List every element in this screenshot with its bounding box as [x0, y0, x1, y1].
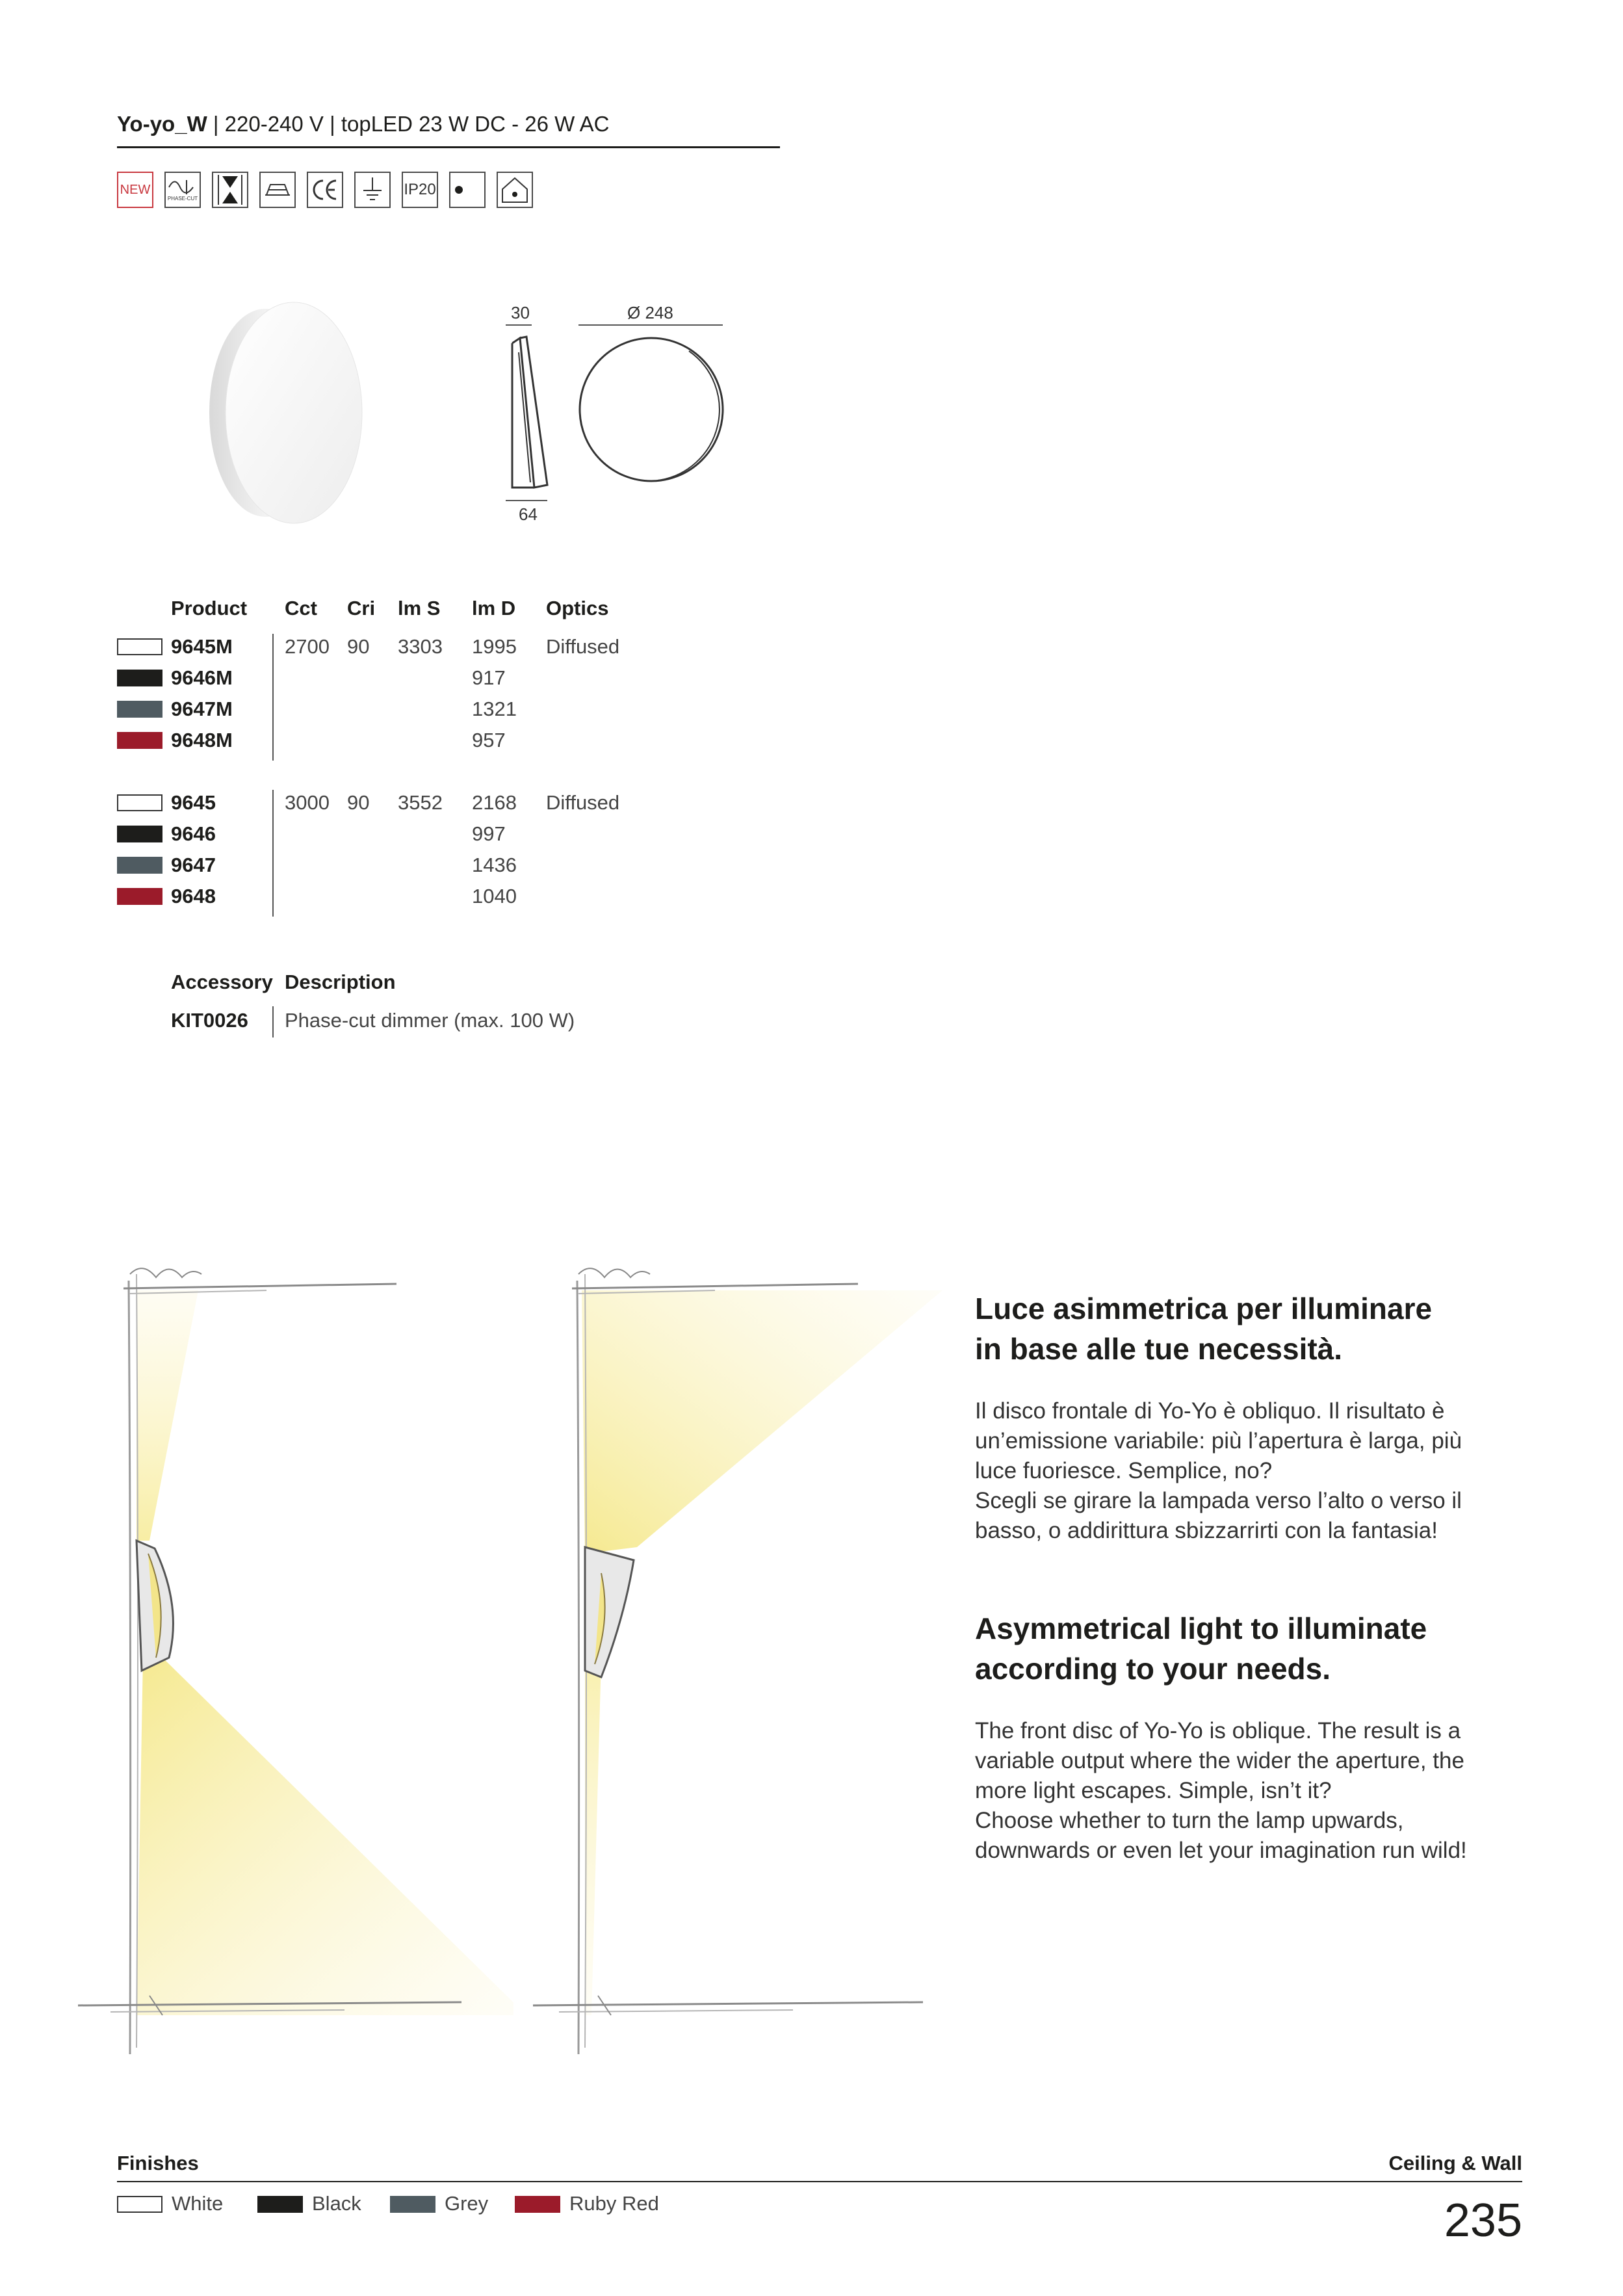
table-row-lm-d: 917: [472, 666, 506, 689]
english-paragraph-line: Choose whether to turn the lamp upwards,: [975, 1808, 1404, 1833]
english-paragraph-line: The front disc of Yo-Yo is oblique. The result is a: [975, 1718, 1461, 1743]
group1-cri: 90: [347, 635, 370, 658]
phase-cut-icon: [164, 172, 201, 208]
new-badge-icon: [117, 172, 153, 208]
italian-paragraph-line: basso, o addirittura sbizzarrirti con la fantasia!: [975, 1518, 1438, 1543]
table-row-code: 9646M: [171, 666, 233, 689]
table-row-lm-d: 997: [472, 822, 506, 845]
italian-paragraph-line: un’emissione variabile: più l’apertura è larga, più: [975, 1428, 1462, 1454]
english-headline-line: Asymmetrical light to illuminate: [975, 1611, 1427, 1645]
finishes-title: Finishes: [117, 2152, 199, 2174]
table-row-lm-d: 1040: [472, 885, 517, 907]
table-row-code: 9645: [171, 791, 216, 814]
italian-paragraph: [975, 1396, 1547, 1546]
dimension-depth-top: 30: [511, 303, 530, 322]
english-paragraph-line: more light escapes. Simple, isn’t it?: [975, 1778, 1332, 1803]
dot-class-icon: [449, 172, 486, 208]
footer-divider: [117, 2181, 1522, 2182]
table-row-code: 9646: [171, 822, 216, 845]
col-optics-header: Optics: [546, 597, 609, 620]
group1-lm-s: 3303: [398, 635, 443, 658]
table-row-code: 9648: [171, 885, 216, 907]
english-paragraph-line: variable output where the wider the aperture, the: [975, 1748, 1464, 1773]
new-badge-label: NEW: [120, 182, 151, 197]
table-row-lm-d: 957: [472, 729, 506, 751]
finish-swatch-grey: [390, 2196, 435, 2213]
swatch-white: [117, 638, 162, 655]
header-title: [117, 112, 609, 137]
table-divider: [272, 634, 274, 761]
indoor-house-icon: [497, 172, 533, 208]
italian-headline: [975, 1288, 1560, 1369]
table-row-lm-d: 1436: [472, 854, 517, 876]
swatch-black: [117, 670, 162, 686]
swatch-grey: [117, 701, 162, 718]
finish-swatch-ruby-red: [515, 2196, 560, 2213]
product-photo: [195, 296, 377, 530]
sketch-upward-light: [520, 1255, 942, 2061]
category-label: Ceiling & Wall: [1388, 2152, 1522, 2174]
english-paragraph-line: downwards or even let your imagination run wild!: [975, 1838, 1467, 1863]
table-row-lm-d: 1995: [472, 635, 517, 658]
swatch-white: [117, 794, 162, 811]
swatch-grey: [117, 857, 162, 874]
ce-mark-icon: [307, 172, 343, 208]
italian-paragraph-line: luce fuoriesce. Semplice, no?: [975, 1458, 1273, 1483]
col-lm-d-header: lm D: [472, 597, 516, 620]
swatch-black: [117, 826, 162, 842]
header-divider: [117, 146, 780, 148]
description-header: Description: [285, 971, 396, 993]
accessory-description: Phase-cut dimmer (max. 100 W): [285, 1009, 575, 1032]
sketch-bidirectional-light: [71, 1255, 513, 2061]
table-row-code: 9645M: [171, 635, 233, 658]
phase-cut-label: PHASE-CUT: [167, 195, 198, 202]
side-and-front-view: [494, 299, 728, 527]
table-row-code: 9647M: [171, 698, 233, 720]
finish-label: White: [172, 2192, 224, 2215]
italian-headline-line: Luce asimmetrica per illuminare: [975, 1292, 1433, 1325]
swatch-ruby-red: [117, 732, 162, 749]
group2-lm-s: 3552: [398, 791, 443, 814]
finish-swatch-white: [117, 2196, 162, 2213]
ip-rating-label: IP20: [404, 181, 436, 198]
table-row-lm-d: 1321: [472, 698, 517, 720]
surface-mount-icon: [259, 172, 296, 208]
finish-label: Black: [312, 2192, 361, 2215]
english-paragraph: [975, 1716, 1547, 1866]
page-number: 235: [1444, 2195, 1522, 2247]
table-divider: [272, 790, 274, 917]
italian-paragraph-line: Scegli se girare la lampada verso l’alto o verso il: [975, 1488, 1462, 1513]
ip20-icon: [402, 172, 438, 208]
col-cri-header: Cri: [347, 597, 376, 620]
table-row-code: 9647: [171, 854, 216, 876]
table-row-code: 9648M: [171, 729, 233, 751]
model-specs: | 220-240 V | topLED 23 W DC - 26 W AC: [207, 112, 610, 136]
group2-optics: Diffused: [546, 791, 620, 814]
group1-optics: Diffused: [546, 635, 620, 658]
swatch-ruby-red: [117, 888, 162, 905]
col-product-header: Product: [171, 597, 248, 620]
english-headline: [975, 1608, 1560, 1689]
finish-label: Ruby Red: [569, 2192, 659, 2215]
accessory-header: Accessory: [171, 971, 273, 993]
accessory-code: KIT0026: [171, 1009, 248, 1032]
model-name: Yo-yo_W: [117, 112, 207, 136]
group1-cct: 2700: [285, 635, 330, 658]
group2-cct: 3000: [285, 791, 330, 814]
english-headline-line: according to your needs.: [975, 1652, 1331, 1686]
col-lm-s-header: lm S: [398, 597, 441, 620]
dimension-depth-bottom: 64: [519, 504, 538, 524]
technical-drawing: [494, 299, 728, 527]
italian-paragraph-line: Il disco frontale di Yo-Yo è obliquo. Il risultato è: [975, 1398, 1445, 1424]
accessory-divider: [272, 1006, 274, 1037]
ground-icon: [354, 172, 391, 208]
table-row-lm-d: 2168: [472, 791, 517, 814]
finish-label: Grey: [445, 2192, 489, 2215]
col-cct-header: Cct: [285, 597, 317, 620]
italian-headline-line: in base alle tue necessità.: [975, 1332, 1343, 1366]
hourglass-icon: [212, 172, 248, 208]
dimension-diameter: Ø 248: [627, 303, 673, 322]
finish-swatch-black: [257, 2196, 303, 2213]
group2-cri: 90: [347, 791, 370, 814]
